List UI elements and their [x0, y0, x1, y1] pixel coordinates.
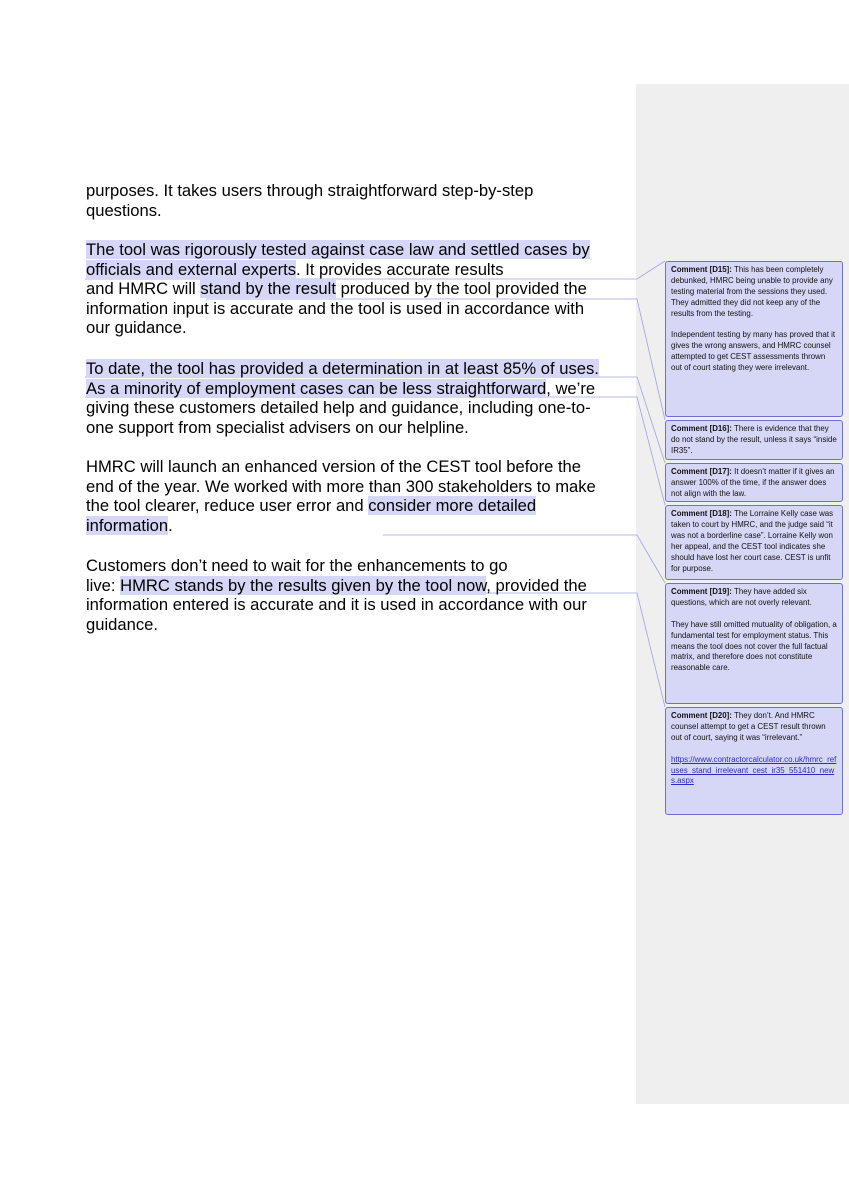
comment-text	[671, 424, 837, 457]
paragraph-2	[86, 240, 634, 338]
comment-text	[671, 711, 837, 744]
text-run: information entered is accurate and it is used in accordance with our	[86, 595, 587, 615]
text-run: HMRC will launch an enhanced version of the CEST tool before the	[86, 457, 582, 476]
comment-d19[interactable]	[665, 583, 843, 704]
comment-text	[671, 620, 837, 675]
text-line	[86, 398, 634, 418]
text-run: Customers don’t need to wait for the enhancements to go	[86, 556, 508, 575]
comment-body: It doesn’t matter if it gives an answer 100% of the time, if the answer does not align with the law.	[671, 467, 835, 498]
paragraph-1	[86, 181, 634, 220]
text-run: and HMRC will	[86, 279, 201, 299]
text-line	[86, 181, 634, 201]
text-line	[86, 279, 634, 299]
text-line	[86, 457, 634, 477]
text-run: end of the year. We worked with more than 300 stakeholders to make	[86, 476, 596, 496]
comment-text	[671, 330, 837, 374]
highlighted-text: The tool was rigorously tested against case law and settled cases by	[86, 240, 590, 259]
text-line	[86, 379, 634, 399]
comment-link[interactable]: https://www.contractorcalculator.co.uk/hmrc_refuses_stand_irrelevant_cest_ir35_551410_news.aspx	[671, 754, 837, 786]
text-run: , provided the	[486, 575, 587, 595]
comment-body: They have still omitted mutuality of obligation, a fundamental test for employment status. This means the tool does not cover the full factual matrix, and therefore does not constitute reasonable care.	[671, 619, 837, 673]
text-run: purposes. It takes users through straightforward step-by-step	[86, 181, 534, 200]
comment-d17[interactable]	[665, 463, 843, 502]
text-run: questions.	[86, 200, 162, 220]
text-line	[86, 615, 634, 635]
text-line	[86, 240, 634, 260]
highlighted-text: HMRC stands by the results given by the tool now	[120, 575, 487, 595]
comment-d16[interactable]	[665, 420, 843, 460]
highlighted-text: stand by the result	[200, 279, 336, 299]
comment-label: Comment [D20]:	[671, 711, 732, 720]
text-run: produced by the tool provided the	[335, 279, 587, 299]
comment-label: Comment [D16]:	[671, 424, 732, 433]
text-line	[86, 359, 634, 379]
text-line	[86, 299, 634, 319]
paragraph-4	[86, 457, 634, 535]
paragraph-3	[86, 359, 634, 437]
text-run: one support from specialist advisers on our helpline.	[86, 417, 469, 437]
comment-text	[671, 587, 837, 609]
text-line	[86, 260, 634, 280]
comment-text	[671, 509, 837, 574]
text-line	[86, 477, 634, 497]
comment-d15[interactable]	[665, 261, 843, 417]
highlighted-text: consider more detailed	[368, 496, 537, 516]
highlighted-text: information	[86, 515, 169, 535]
comment-label: Comment [D17]:	[671, 467, 732, 476]
text-line	[86, 595, 634, 615]
comment-body: The Lorraine Kelly case was taken to court by HMRC, and the judge said “it was not a borderline case”. Lorraine Kelly won her appeal, and the CEST tool indicates she should have lost her court case. CEST is unfit for purpose.	[671, 509, 834, 573]
comment-body: They have added six questions, which are not overly relevant.	[671, 587, 812, 607]
highlighted-text: To date, the tool has provided a determination in at least 85% of uses.	[86, 359, 599, 378]
text-line	[86, 496, 634, 516]
text-run: live:	[86, 575, 121, 595]
comment-body: There is evidence that they do not stand by the result, unless it says “inside IR35”.	[671, 424, 837, 455]
text-line	[86, 576, 634, 596]
comment-label: Comment [D19]:	[671, 587, 732, 596]
text-run: our guidance.	[86, 318, 187, 338]
highlighted-text: As a minority of employment cases can be less straightforward	[86, 378, 547, 398]
comment-label: Comment [D15]:	[671, 265, 732, 274]
comment-text	[671, 265, 837, 320]
text-run: , we’re	[546, 378, 596, 398]
comment-text	[671, 467, 837, 500]
text-line	[86, 516, 634, 536]
highlighted-text: officials and external experts	[86, 259, 296, 279]
comment-body: This has been completely debunked, HMRC being unable to provide any testing material from the sessions they used. They admitted they did not keep any of the results from the testing.	[671, 265, 833, 318]
comment-d18[interactable]	[665, 505, 843, 580]
text-run: .	[168, 515, 173, 535]
text-line	[86, 318, 634, 338]
paragraph-5	[86, 556, 634, 634]
comment-body: Independent testing by many has proved that it gives the wrong answers, and HMRC counsel attempted to get CEST assessments thrown out of court stating they were irrelevant.	[671, 330, 836, 373]
document-body	[86, 181, 634, 641]
text-line	[86, 556, 634, 576]
comment-label: Comment [D18]:	[671, 509, 732, 518]
comment-body: They don’t. And HMRC counsel attempt to get a CEST result thrown out of court, saying it was “irrelevant.”	[671, 711, 826, 742]
text-run: information input is accurate and the tool is used in accordance with	[86, 298, 585, 318]
text-run: the tool clearer, reduce user error and	[86, 496, 369, 516]
text-run: . It provides accurate results	[296, 259, 504, 279]
text-run: giving these customers detailed help and guidance, including one-to-	[86, 398, 591, 418]
comment-d20[interactable]	[665, 707, 843, 815]
text-line	[86, 418, 634, 438]
text-line	[86, 201, 634, 221]
text-run: guidance.	[86, 614, 158, 634]
